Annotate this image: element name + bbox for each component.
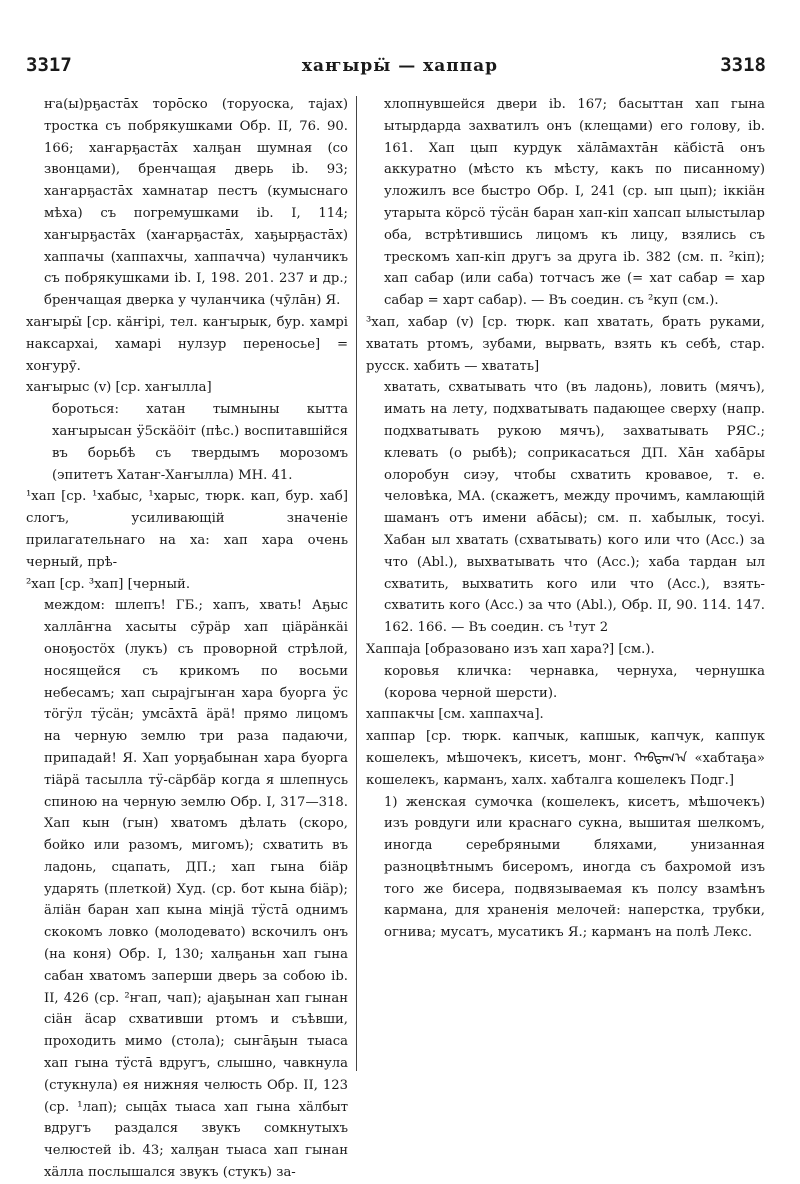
- dictionary-entry-text: междом: шлепъ! ГБ.; хапъ, хвать! Аҕыс халлāҥна хасыты сӯрäр хап ціäрäнкäі оноҕостӧх (лукъ) съ проворной стрѣлой, носящейся съ крикомъ по восьми небесамъ; хап сырајгыҥан хара буорга ӱс тӧгӱл тӱсäн; умсāхтā äрä! прямо лицомъ на черную землю три раза падаючи, припадай! Я. Хап уорҕабынан хара буорга тіäрä тасылла тӱ-сäрбäр когда я шлепнусь спиною на черную землю Обр. I, 317—318. Хап кын (гын) хватомъ дѣлать (скоро, бойко или разомъ, мигомъ); схватить въ ладонь, сцапать, ДП.; хап гына біäр ударять (плеткой) Худ. (ср. бот кына біäр); äлiäн баран хап кына мiнjä тӱстā однимъ скокомъ ловко (молодевато) вскочилъ онъ (на коня) Обр. I, 130; халҕаньн хап гына сабан хватомъ заперши дверь за собою ib. II, 426 (ср. ²ҥап, чап); аjаҕынан хап гынан сіäн äсар схвативши ртомъ и съѣвши, проходить мимо (стола); сыҥāҕын тыаса хап гына тӱстā вдругъ, слышно, чавкнула (стукнула) ея нижняя челюсть Обр. II, 123 (ср. ¹лап); сыцāх тыаса хап гына хäлбыт вдругъ раздался звукъ сомкнутыхъ челюстей ib. 43; халҕан тыаса хап гынан хäлла послышался звукъ (стукъ) за-: [44, 598, 348, 1181]
- dictionary-entry-text: бороться: хатан тымныны кытта хаҥырысан ӱ5скäöiт (пѣс.) воспитавшійся въ борьбѣ съ твердымъ морозомъ (эпитетъ Хатаҥ-Хаҥылла) МН. 41.: [52, 402, 348, 483]
- dictionary-entry-headline: хаппакчы [см. хаппахча].: [366, 707, 544, 723]
- dictionary-entry-headline: Хаппаја [образовано изъ хап хара?] [см.).: [366, 641, 655, 657]
- right-page-number: 3318: [720, 54, 766, 76]
- left-column: [26, 94, 348, 1184]
- dictionary-entry-headline: хаҥырыс (v) [ср. хаҥылла]: [26, 380, 212, 396]
- right-column: [366, 94, 765, 944]
- dictionary-entry-headline: ¹хап [ср. ¹хабыс, ¹харыс, тюрк. кап, бур. хаб] слогъ, усиливающій значеніе прилагательнаго на ха: хап хара очень черный, прѣ-: [26, 489, 348, 570]
- column-divider: [356, 96, 357, 1071]
- dictionary-entry-text: хлопнувшейся двери ib. 167; басыттан хап гына ытырдарда захватилъ онъ (клещами) его голову, ib. 161. Хап цып курдук хäлāмахтāн кäбістā онъ аккуратно (мѣсто къ мѣсту, какъ по писанному) уложилъ все быстро Обр. I, 241 (ср. ып цып); іккіäн утарыта кӧрсӧ тӱсäн баран хап-кіп хапсап ылыстылар оба, встрѣтившись лицомъ къ лицу, взялись съ трескомъ хап-кіп другъ за друга ib. 382 (см. п. ²кіп); хап сабар (или саба) тотчасъ же (= хат сабар = хар сабар = харт сабар). — Въ соедин. съ ²куп (см.).: [384, 97, 765, 309]
- page-header: [0, 54, 800, 84]
- dictionary-entry-text: коровья кличка: чернавка, чернуха, чернушка (корова черной шерсти).: [384, 663, 765, 701]
- dictionary-entry-text: 1) женская сумочка (кошелекъ, кисетъ, мѣшочекъ) изъ ровдуги или краснаго сукна, вышитая шелкомъ, иногда серебряными бляхами, унизанная разноцвѣтнымъ бисеромъ, иногда съ бахромой изъ того же бисера, подвязываемая къ полсу взамѣнъ кармана, для храненія мелочей: наперстка, трубки, огнива; мусатъ, мусатикъ Я.; карманъ на полѣ Лекс.: [384, 794, 765, 941]
- dictionary-entry-headline: ³хап, хабар (v) [ср. тюрк. кап хватать, брать руками, хватать ртомъ, зубами, вырвать, взять къ себѣ, стар. русск. хабить — хватать]: [366, 314, 765, 374]
- dictionary-entry-headline: ²хап [ср. ³хап] [черный.: [26, 576, 191, 592]
- page-title: хаҥырӹ — хаппар: [301, 56, 499, 76]
- dictionary-entry-text: ҥа(ы)рҕастāх торōско (торуоска, тајах) тростка съ побрякушками Обр. II, 76. 90. 166; хаҥарҕастāх халҕан шумная (со звонцами), бренчащая дверь ib. 93; хаҥарҕастāх хамнатар пестъ (кумыснаго мѣха) съ погремушками ib. I, 114; хаҥырҕастāх (хаҥарҕастāх, хаҕырҕастāх) хаппачы (хаппахчы, хаппачча) чуланчикъ съ побрякушками ib. I, 198. 201. 237 и др.; бренчащая дверка у чуланчика (чӯлāн) Я.: [44, 97, 348, 309]
- left-page-number: 3317: [26, 54, 72, 76]
- dictionary-entry-text: хватать, схватывать что (въ ладонь), ловить (мячъ), имать на лету, подхватывать падающее сверху (напр. подхватывать рукою мячъ), захватывать РЯС.; клевать (о рыбѣ); соприкасаться ДП. Хāн хабāры олоробун сиэу, чтобы схватить кровавое, т. е. человѣка, МА. (скажетъ, между прочимъ, камлающій шаманъ отъ имени абāсы); см. п. хабылык, тосуі. Хабан ыл хватать (схватывать) кого или что (Acc.) за что (Abl.), выхватывать что (Acc.); хаба тардан ыл схватить, выхватить кого или что (Acc.), взять-схватить кого (Acc.) за что (Abl.), Обр. II, 90. 114. 147. 162. 166. — Въ соедин. съ ¹тут 2: [384, 380, 765, 636]
- dictionary-entry-headline: хаҥырӹ [ср. кäҥірі, тел. каҥырык, бур. хамрі наксархаі, хамарі нулзур переносье] = хоҥурӯ.: [26, 314, 348, 374]
- dictionary-entry-headline: хаппар [ср. тюрк. капчык, капшык, капчук, каппук кошелекъ, мѣшочекъ, кисетъ, монг. ᠬᠠᠪᠲᠠᠭ᠎ᠠ «хабтаҕа» кошелекъ, карманъ, халх. хабталга кошелекъ Подг.]: [366, 729, 765, 788]
